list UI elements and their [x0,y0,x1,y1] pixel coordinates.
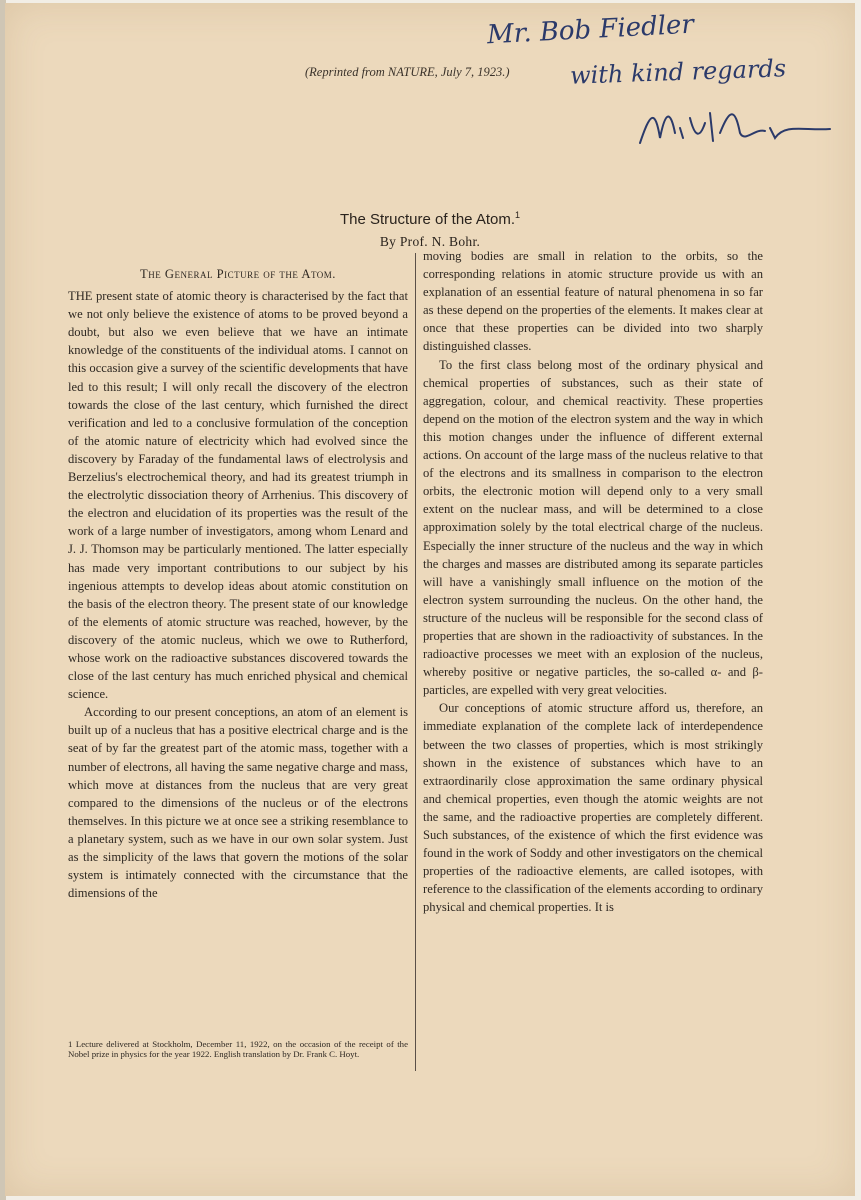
article-title-text: The Structure of the Atom. [339,211,516,228]
article-byline: By Prof. N. Bohr. [379,234,481,249]
right-column [423,247,763,916]
document-page [5,3,855,1196]
footnote: 1 Lecture delivered at Stockholm, December 11, 1922, on the occasion of the receipt of the Nobel prize in physics for the year 1922. English translation by Dr. Frank C. Hoyt. [68,1039,408,1059]
reprint-note: (Reprinted from NATURE, July 7, 1923.) [305,65,510,79]
section-heading: The General Picture of the Atom. [140,267,336,281]
handwritten-inscription-line2: with kind regards [569,54,787,90]
left-column [68,265,408,902]
title-footnote-mark: 1 [515,210,521,220]
paragraph: Our conceptions of atomic structure afford us, therefore, an immediate explanation of the complete lack of interdependence between the two classes of properties, which is most strikingly shown in the existence of substances which have to an extraordinarily close approximation the same ordinary physical and chemical properties, even though the atomic weights are not the same, and the radioactive properties are completely different. Such substances, of the existence of which the first evidence was found in the work of Soddy and other investigators on the chemical properties of the radioactive elements, are called isotopes, with reference to the classification of the elements according to ordinary physical and chemical properties. It is [423,701,763,915]
paragraph: To the first class belong most of the ordinary physical and chemical properties of substances, such as their state of aggregation, colour, and chemical reactivity. These properties depend on the motion of the electron system and the way in which this motion changes under the influence of different external actions. On account of the large mass of the nucleus relative to that of the electrons and its smallness in comparison to the electron orbits, the electronic motion will depend only to a very small extent on the nuclear mass, and will be determined to a close approximation solely by the total electrical charge of the nucleus. Especially the inner structure of the nucleus and the way in which the charges and masses are distributed among its separate particles will have a vanishingly small influence on the motion of the electron system surrounding the nucleus. On the other hand, the structure of the nucleus will be responsible for the second class of properties that are shown in the radioactivity of substances. In the radioactive processes we meet with an explosion of the nucleus, whereby positive or negative particles, the so-called α- and β-particles, are expelled with very great velocities. [423,357,763,698]
handwritten-signature [635,103,835,153]
article-title [5,210,855,228]
paragraph: According to our present conceptions, an atom of an element is built up of a nucleus that has a positive electrical charge and is the seat of by far the greatest part of the atomic mass, together with a number of electrons, all having the same negative charge and mass, which move at distances from the nucleus that are very great compared to the dimensions of the nucleus or of the electrons themselves. In this picture we at once see a striking resemblance to a planetary system, such as we have in our own solar system. Just as the simplicity of the laws that govern the motions of the solar system is intimately connected with the circumstance that the dimensions of the [68,705,408,901]
column-divider [415,253,416,1071]
paragraph: THE present state of atomic theory is characterised by the fact that we not only believe the existence of atoms to be proved beyond a doubt, but also we even believe that we have an intimate knowledge of the constituents of the individual atoms. I cannot on this occasion give a survey of the scientific developments that have led to this result; I will only recall the discovery of the electron towards the close of the last century, which furnished the direct verification and led to a conclusive formulation of the conception of the atomic nature of electricity which had evolved since the discovery by Faraday of the fundamental laws of electrolysis and Berzelius's electrochemical theory, and had its greatest triumph in the electrolytic dissociation theory of Arrhenius. This discovery of the electron and elucidation of its properties was the result of the work of a large number of investigators, among whom Lenard and J. J. Thomson may be particularly mentioned. The latter especially has made very important contributions to our subject by his ingenious attempts to develop ideas about atomic constitution on the basis of the electron theory. The present state of our knowledge of the elements of atomic structure was reached, however, by the discovery of the atomic nucleus, which we owe to Rutherford, whose work on the radioactive substances discovered towards the close of the last century has much enriched physical and chemical science. [68,289,408,702]
handwritten-inscription-line1: Mr. Bob Fiedler [486,9,695,51]
paragraph: moving bodies are small in relation to the orbits, so the corresponding relations in atomic structure provide us with an explanation of an essential feature of natural phenomena in so far as these depend on the properties of the elements. It makes clear at once that these properties can be divided into two sharply distinguished classes. [423,249,763,354]
